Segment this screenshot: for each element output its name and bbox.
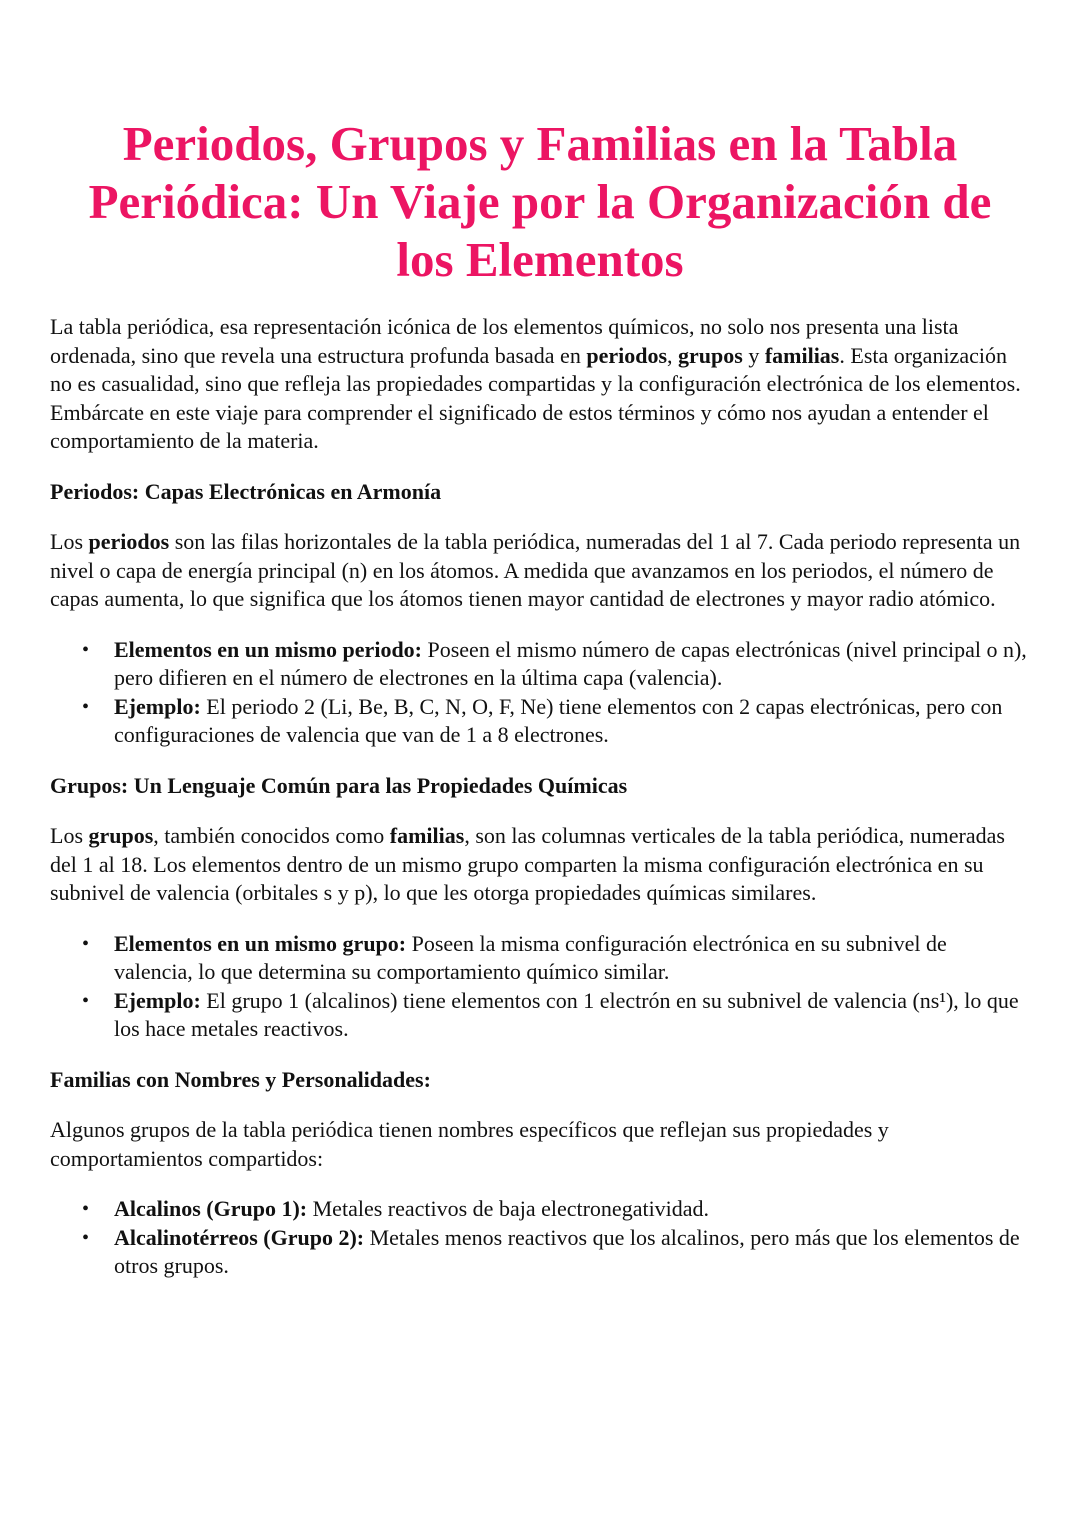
list-item bbox=[114, 930, 1030, 987]
grupos-list bbox=[50, 930, 1030, 1044]
section-heading-grupos: Grupos: Un Lenguaje Común para las Propiedades Químicas bbox=[50, 772, 628, 798]
list-item-label: Elementos en un mismo periodo: bbox=[114, 636, 422, 662]
document-title: Periodos, Grupos y Familias en la Tabla Periódica: Un Viaje por la Organización de los Elementos bbox=[88, 116, 992, 287]
intro-paragraph bbox=[50, 313, 1030, 456]
list-item bbox=[114, 636, 1030, 693]
periodos-term: periodos bbox=[88, 529, 170, 554]
list-item-text: Poseen la misma configuración electrónica en su subnivel de valencia, lo que determina su comportamiento químico similar. bbox=[114, 930, 947, 984]
list-item-label: Alcalinos (Grupo 1): bbox=[114, 1196, 308, 1221]
intro-text-3: y bbox=[742, 342, 765, 368]
periodos-text-rest: son las filas horizontales de la tabla periódica, numeradas del 1 al 7. Cada periodo representa un nivel o capa de energía principal (n) en los átomos. A medida que avanzamos en los periodos, el número de capas aumenta, lo que significa que los átomos tienen mayor cantidad de electrones y mayor radio atómico. bbox=[50, 529, 1021, 611]
grupos-text-start: Los bbox=[50, 823, 89, 848]
list-item-text: Metales menos reactivos que los alcalinos, pero más que los elementos de otros grupos. bbox=[114, 1224, 1020, 1278]
list-item-label: Ejemplo: bbox=[114, 693, 201, 719]
grupos-paragraph bbox=[50, 822, 1030, 908]
grupos-term: grupos bbox=[88, 823, 154, 848]
list-item-text: Poseen el mismo número de capas electrónicas (nivel principal o n), pero difieren en el número de electrones en la última capa (valencia). bbox=[114, 636, 1027, 690]
list-item-label: Alcalinotérreos (Grupo 2): bbox=[114, 1224, 365, 1250]
periodos-text-start: Los bbox=[50, 529, 89, 554]
periodos-list bbox=[50, 636, 1030, 750]
list-item bbox=[114, 987, 1030, 1044]
section-heading-familias: Familias con Nombres y Personalidades: bbox=[50, 1066, 431, 1092]
intro-term-familias: familias bbox=[764, 342, 840, 368]
list-item bbox=[114, 1195, 1030, 1224]
familias-term: familias bbox=[389, 823, 465, 848]
list-item-text: El periodo 2 (Li, Be, B, C, N, O, F, Ne) tiene elementos con 2 capas electrónicas, pero con configuraciones de valencia que van de 1 a 8 electrones. bbox=[114, 693, 1003, 747]
familias-paragraph: Algunos grupos de la tabla periódica tienen nombres específicos que reflejan sus propiedades y comportamientos compartidos: bbox=[50, 1117, 889, 1171]
list-item-text: El grupo 1 (alcalinos) tiene elementos con 1 electrón en su subnivel de valencia (ns¹), lo que los hace metales reactivos. bbox=[114, 987, 1019, 1041]
grupos-text-rest: , son las columnas verticales de la tabla periódica, numeradas del 1 al 18. Los elementos dentro de un mismo grupo comparten la misma configuración electrónica en su subnivel de valencia (orbitales s y p), lo que les otorga propiedades químicas similares. bbox=[50, 823, 1005, 905]
list-item-label: Elementos en un mismo grupo: bbox=[114, 930, 407, 956]
periodos-paragraph bbox=[50, 528, 1030, 614]
list-item bbox=[114, 693, 1030, 750]
intro-text-4: . Esta organización no es casualidad, sino que refleja las propiedades compartidas y la configuración electrónica de los elementos. Embárcate en este viaje para comprender el significado de estos términos y cómo nos ayudan a entender el comportamiento de la materia. bbox=[50, 342, 1021, 453]
list-item bbox=[114, 1224, 1030, 1281]
familias-list bbox=[50, 1195, 1030, 1281]
intro-text-2: , bbox=[667, 342, 679, 368]
section-heading-periodos: Periodos: Capas Electrónicas en Armonía bbox=[50, 478, 442, 504]
intro-term-grupos: grupos bbox=[678, 342, 743, 368]
intro-text-1: La tabla periódica, esa representación icónica de los elementos químicos, no solo nos presenta una lista ordenada, sino que revela una estructura profunda basada en bbox=[50, 314, 959, 368]
intro-term-periodos: periodos bbox=[586, 342, 668, 368]
list-item-label: Ejemplo: bbox=[114, 987, 201, 1013]
grupos-text-mid: , también conocidos como bbox=[153, 823, 390, 848]
list-item-text: Metales reactivos de baja electronegatividad. bbox=[307, 1196, 710, 1221]
